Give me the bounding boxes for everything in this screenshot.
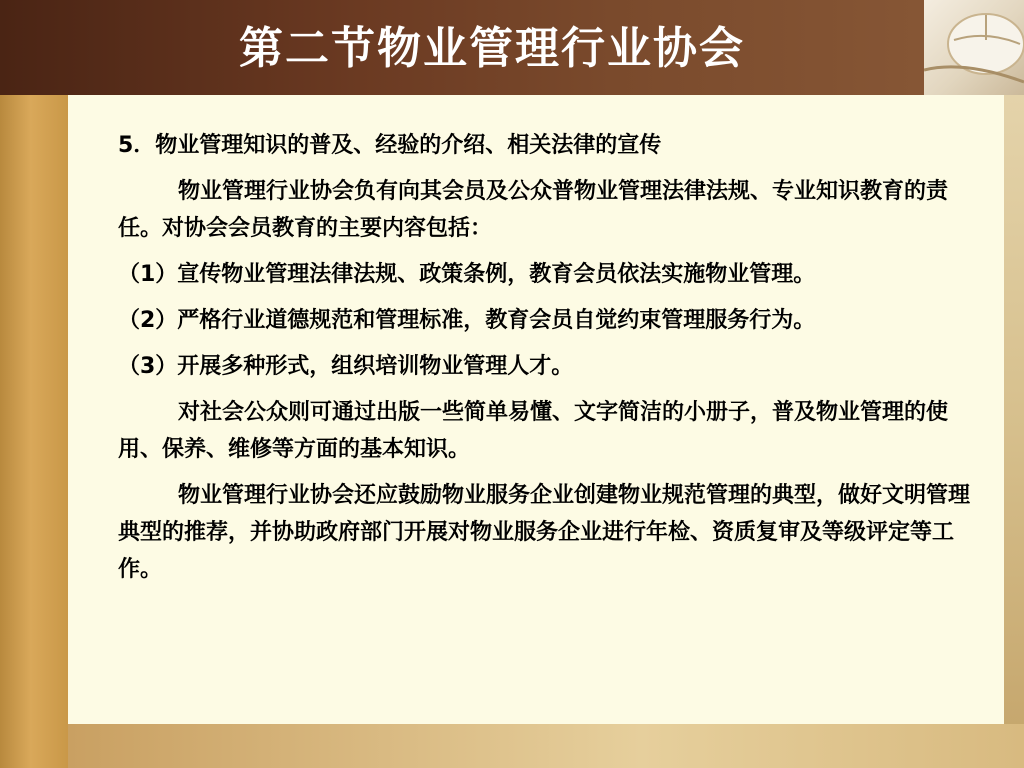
mouse-photo-icon bbox=[924, 0, 1024, 95]
paragraph: 物业管理行业协会还应鼓励物业服务企业创建物业规范管理的典型，做好文明管理典型的推荐，并协助政府部门开展对物业服务企业进行年检、资质复审及等级评定等工作。 bbox=[118, 483, 971, 582]
title-bar bbox=[0, 0, 1024, 95]
list-item: （1）宣传物业管理法律法规、政策条例，教育会员依法实施物业管理。 bbox=[118, 262, 816, 287]
right-decor-band bbox=[1004, 95, 1024, 768]
left-decor-band bbox=[0, 38, 68, 768]
slide-title: 第二节物业管理行业协会 bbox=[239, 23, 745, 74]
section-heading: 5．物业管理知识的普及、经验的介绍、相关法律的宣传 bbox=[118, 133, 662, 158]
paragraph: 物业管理行业协会负有向其会员及公众普物业管理法律法规、专业知识教育的责任。对协会会员教育的主要内容包括： bbox=[118, 179, 949, 241]
bottom-decor-band bbox=[68, 724, 1024, 768]
paragraph: 对社会公众则可通过出版一些简单易懂、文字简洁的小册子，普及物业管理的使用、保养、维修等方面的基本知识。 bbox=[118, 400, 949, 462]
list-item: （3）开展多种形式，组织培训物业管理人才。 bbox=[118, 354, 574, 379]
slide-body bbox=[68, 95, 1004, 724]
list-item: （2）严格行业道德规范和管理标准，教育会员自觉约束管理服务行为。 bbox=[118, 308, 816, 333]
